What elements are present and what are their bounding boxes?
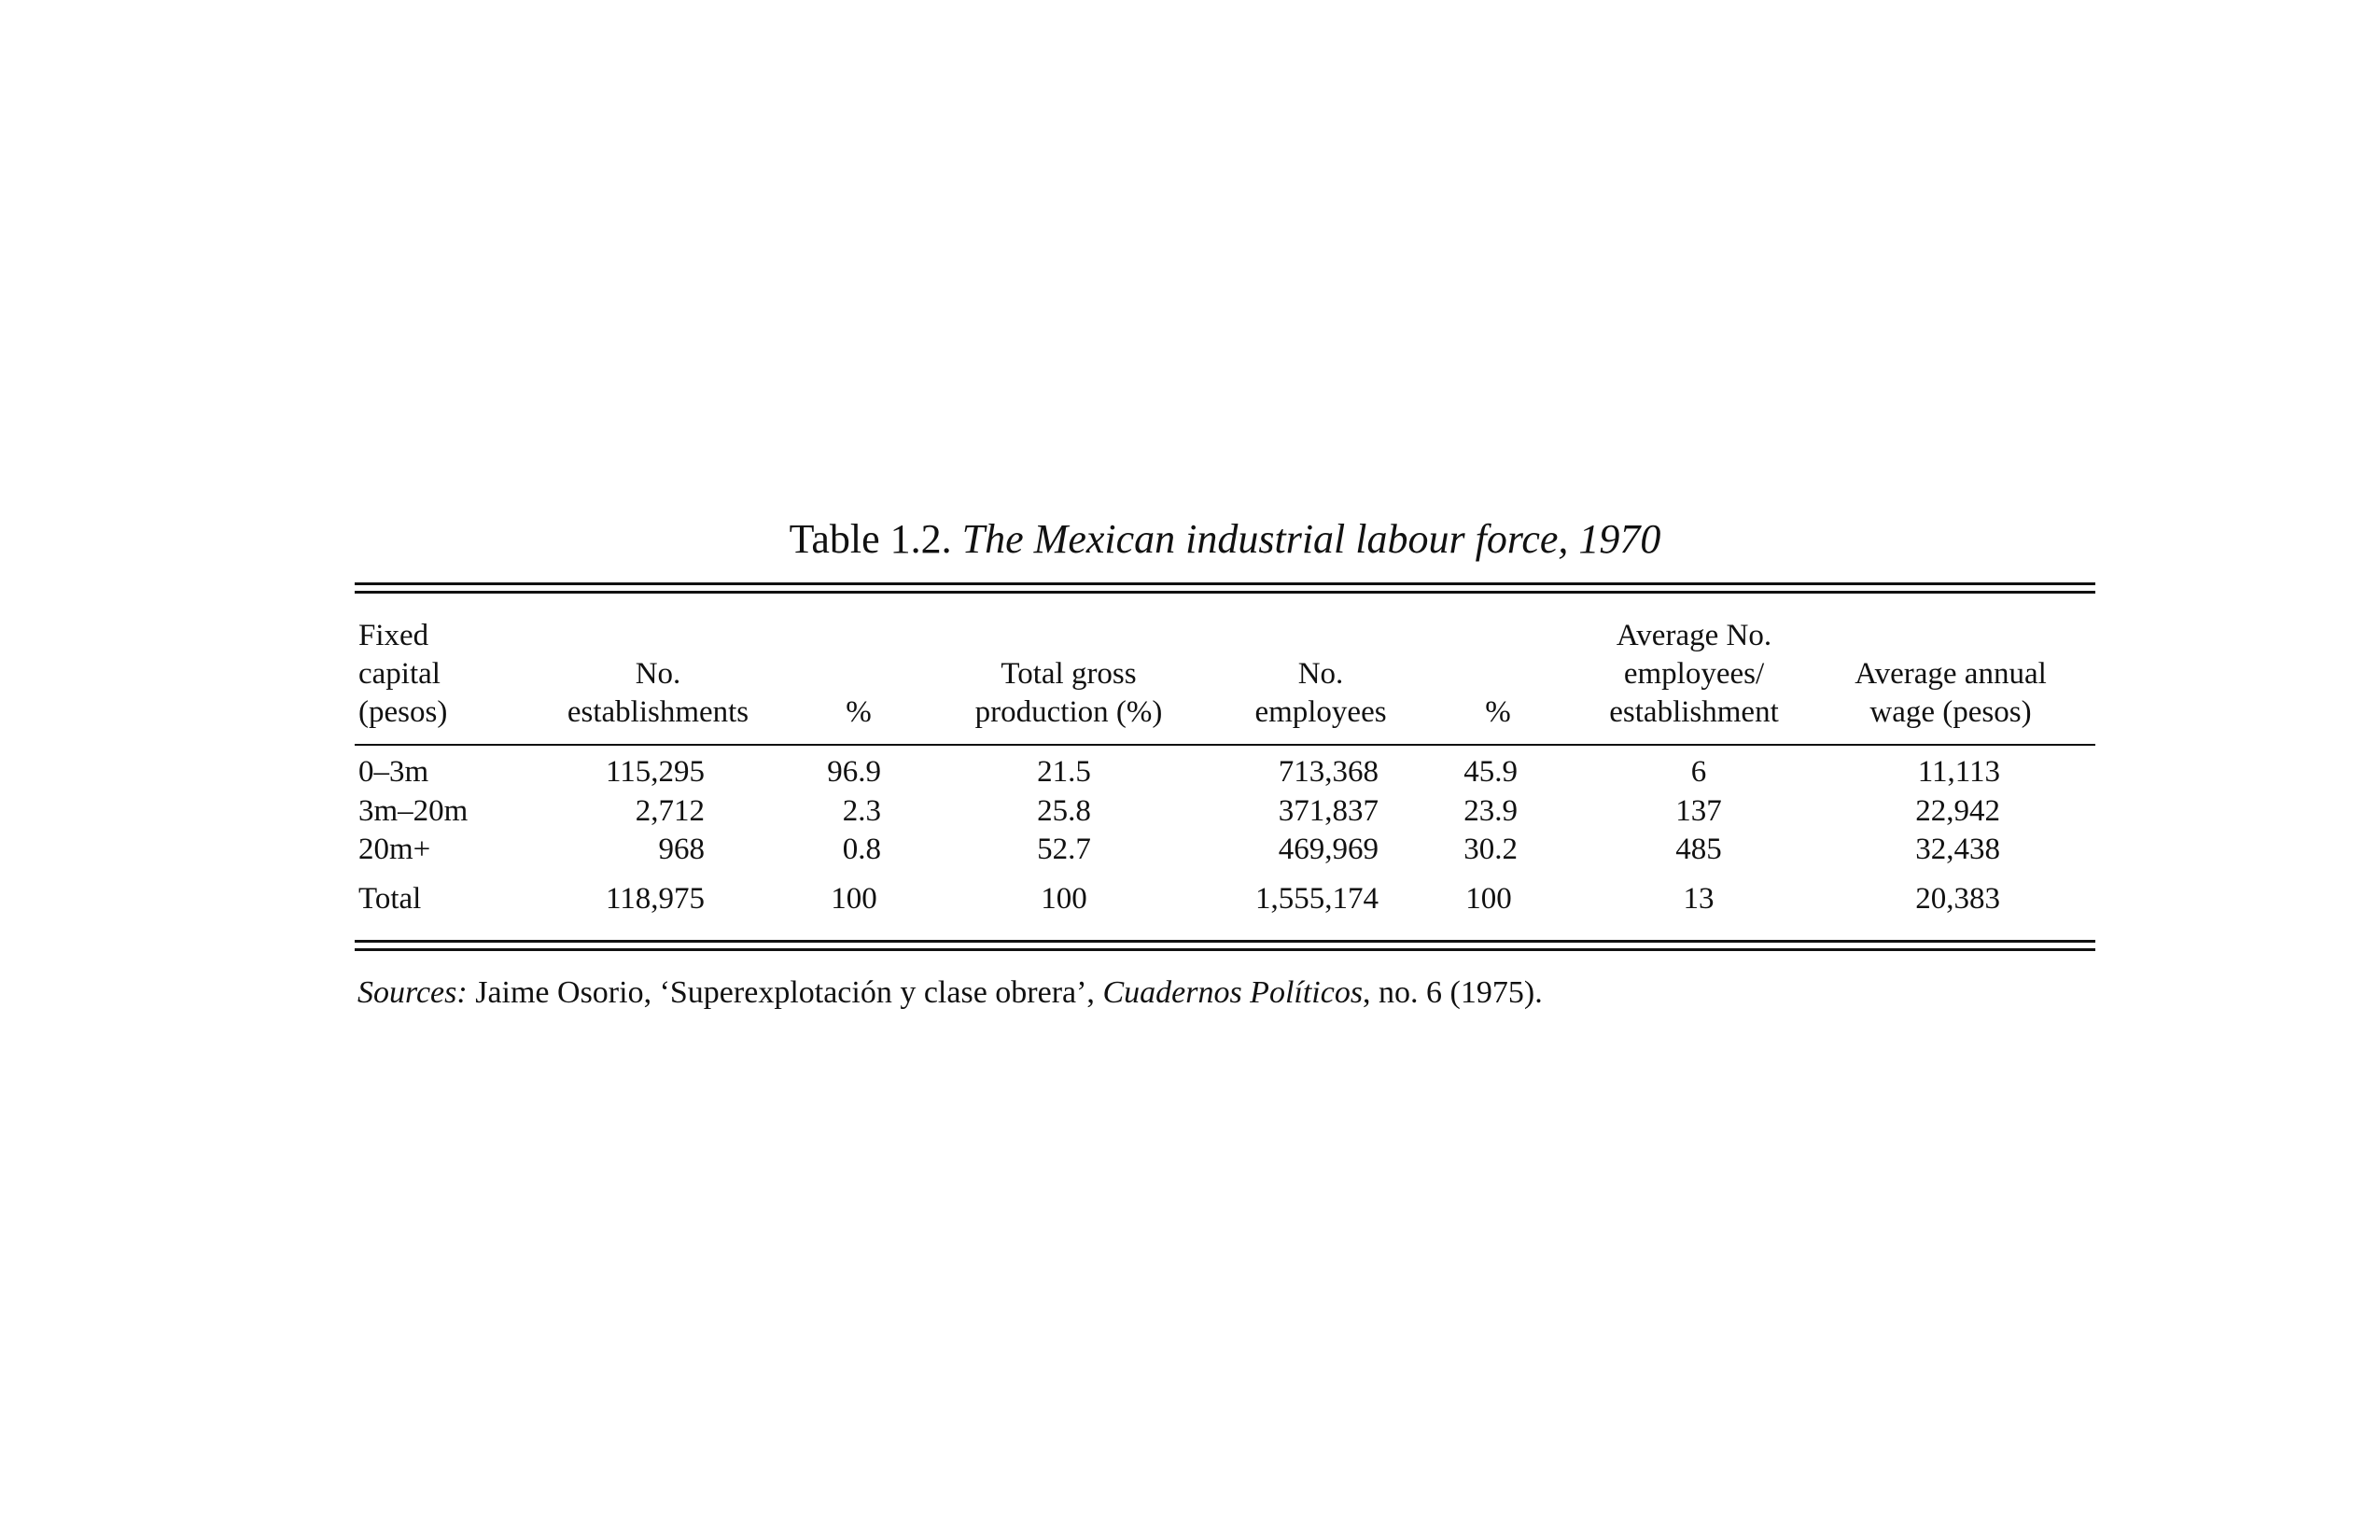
cell-avg-wage: 11,113 [1917,755,2000,789]
header-avg-employees [1577,601,1811,732]
row-label: 3m–20m [358,794,469,828]
header-fixed-capital [358,601,489,732]
header-line: employees [1254,695,1387,729]
sources-note [357,971,1543,1015]
sources-label: Sources: [357,975,468,1010]
bottom-rule-outer [355,940,2095,943]
sources-journal: Cuadernos Políticos [1102,975,1364,1010]
header-avg-wage [1829,601,2072,732]
cell-avg-wage: 22,942 [1915,794,2000,828]
top-rule-outer [355,582,2095,585]
header-rule [355,744,2095,746]
header-line: No. [635,657,681,691]
header-no-establishments [541,601,775,732]
cell-establishments: 2,712 [635,794,705,828]
header-line: Average No. [1616,619,1772,652]
header-no-employees [1232,601,1409,732]
table-caption [355,511,2095,567]
cell-pct-employees: 30.2 [1463,833,1518,866]
cell-avg-employees: 485 [1675,833,1722,866]
header-line: wage (pesos) [1869,695,2032,729]
cell-employees: 1,555,174 [1255,882,1379,916]
cell-avg-employees: 137 [1675,794,1722,828]
cell-pct-establishments: 96.9 [827,755,881,789]
table-title: The Mexican industrial labour force, 1970 [961,516,1661,562]
cell-establishments: 968 [658,833,705,866]
header-line: Total gross [1001,657,1137,691]
cell-establishments: 115,295 [605,755,705,789]
cell-avg-employees: 6 [1690,755,1707,789]
row-label: Total [358,882,422,916]
header-line: % [1485,695,1511,729]
cell-pct-establishments: 100 [831,882,877,916]
sources-text-end: , no. 6 (1975). [1363,975,1543,1010]
cell-employees: 713,368 [1278,755,1379,789]
header-line: No. [1297,657,1344,691]
cell-production: 100 [1041,882,1087,916]
row-label: 0–3m [358,755,429,789]
header-line: capital [358,657,441,691]
cell-production: 21.5 [1037,755,1091,789]
cell-production: 52.7 [1037,833,1091,866]
row-label: 20m+ [358,833,431,866]
header-line: Fixed [358,619,429,652]
cell-pct-employees: 23.9 [1463,794,1518,828]
cell-avg-wage: 32,438 [1915,833,2000,866]
header-line: establishments [567,695,749,729]
header-line: % [846,695,872,729]
sources-text: Jaime Osorio, ‘Superexplotación y clase obrera’, [467,975,1103,1010]
header-line: establishment [1609,695,1779,729]
header-line: Average annual [1855,657,2047,691]
cell-avg-wage: 20,383 [1915,882,2000,916]
header-total-gross-production [947,601,1190,732]
header-line: (pesos) [358,695,448,729]
header-line: production (%) [974,695,1163,729]
cell-production: 25.8 [1037,794,1091,828]
header-pct-employees [1461,601,1535,732]
cell-pct-establishments: 2.3 [842,794,881,828]
header-line: employees/ [1623,657,1765,691]
bottom-rule-inner [355,948,2095,951]
cell-avg-employees: 13 [1683,882,1715,916]
cell-pct-establishments: 0.8 [842,833,881,866]
cell-pct-employees: 100 [1465,882,1512,916]
cell-employees: 469,969 [1278,833,1379,866]
cell-pct-employees: 45.9 [1463,755,1518,789]
cell-establishments: 118,975 [605,882,705,916]
header-pct-establishments [821,601,896,732]
table-number: Table 1.2. [789,516,952,562]
cell-employees: 371,837 [1278,794,1379,828]
top-rule-inner [355,591,2095,594]
